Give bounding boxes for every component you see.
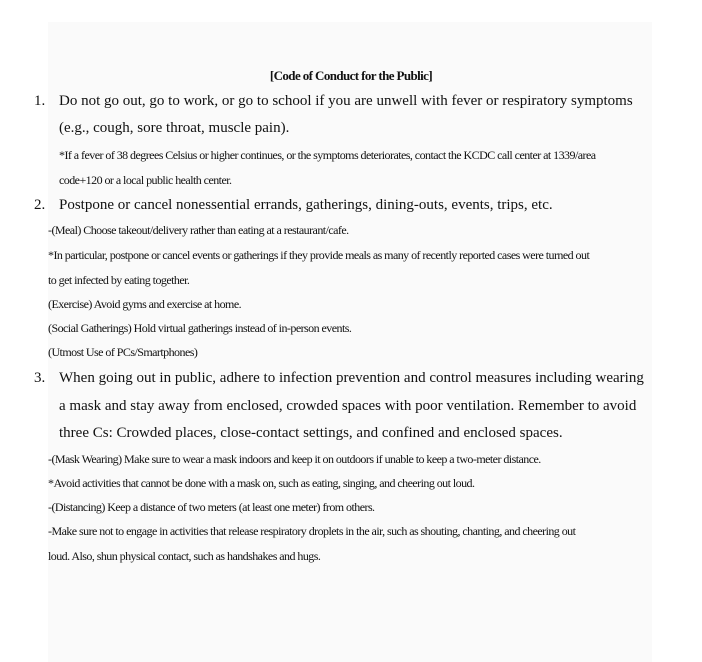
item-3-note-1: -(Mask Wearing) Make sure to wear a mask indoors and keep it on outdoors if unable to keep a two-meter distance. xyxy=(48,452,541,466)
document-title: [Code of Conduct for the Public] xyxy=(269,68,433,83)
item-number: 1. xyxy=(34,93,46,109)
item-1-note-2: code+120 or a local public health center. xyxy=(59,173,232,187)
item-2-line-1: Postpone or cancel nonessential errands, gatherings, dining-outs, events, trips, etc. xyxy=(59,197,553,213)
item-number: 2. xyxy=(34,197,46,213)
item-2-note-1: -(Meal) Choose takeout/delivery rather than eating at a restaurant/cafe. xyxy=(48,223,349,237)
item-3-note-2: *Avoid activities that cannot be done with a mask on, such as eating, singing, and cheering out loud. xyxy=(48,476,475,490)
item-3-line-3: three Cs: Crowded places, close-contact settings, and confined and enclosed spaces. xyxy=(59,425,563,441)
item-2-note-2: *In particular, postpone or cancel events or gatherings if they provide meals as many of recently reported cases were turned out xyxy=(48,248,590,262)
item-number: 3. xyxy=(34,370,46,386)
item-3-line-2: a mask and stay away from enclosed, crowded spaces with poor ventilation. Remember to avoid xyxy=(59,398,637,414)
item-2-note-4: (Exercise) Avoid gyms and exercise at home. xyxy=(48,297,242,311)
document-page xyxy=(48,22,652,662)
item-3-note-5: loud. Also, shun physical contact, such as handshakes and hugs. xyxy=(48,549,321,563)
item-2-note-5: (Social Gatherings) Hold virtual gatherings instead of in-person events. xyxy=(48,321,352,335)
item-3-line-1: When going out in public, adhere to infection prevention and control measures including wearing xyxy=(59,370,644,386)
item-1-note-1: *If a fever of 38 degrees Celsius or higher continues, or the symptoms deteriorates, contact the KCDC call center at 1339/area xyxy=(59,148,596,162)
item-3-note-3: -(Distancing) Keep a distance of two meters (at least one meter) from others. xyxy=(48,500,375,514)
item-2-note-3: to get infected by eating together. xyxy=(48,273,190,287)
item-1-line-1: Do not go out, go to work, or go to school if you are unwell with fever or respiratory symptoms xyxy=(59,93,633,109)
item-2-note-6: (Utmost Use of PCs/Smartphones) xyxy=(48,345,198,359)
item-3-note-4: -Make sure not to engage in activities that release respiratory droplets in the air, such as shouting, chanting, and cheering out xyxy=(48,524,576,538)
item-1-line-2: (e.g., cough, sore throat, muscle pain). xyxy=(59,120,290,136)
